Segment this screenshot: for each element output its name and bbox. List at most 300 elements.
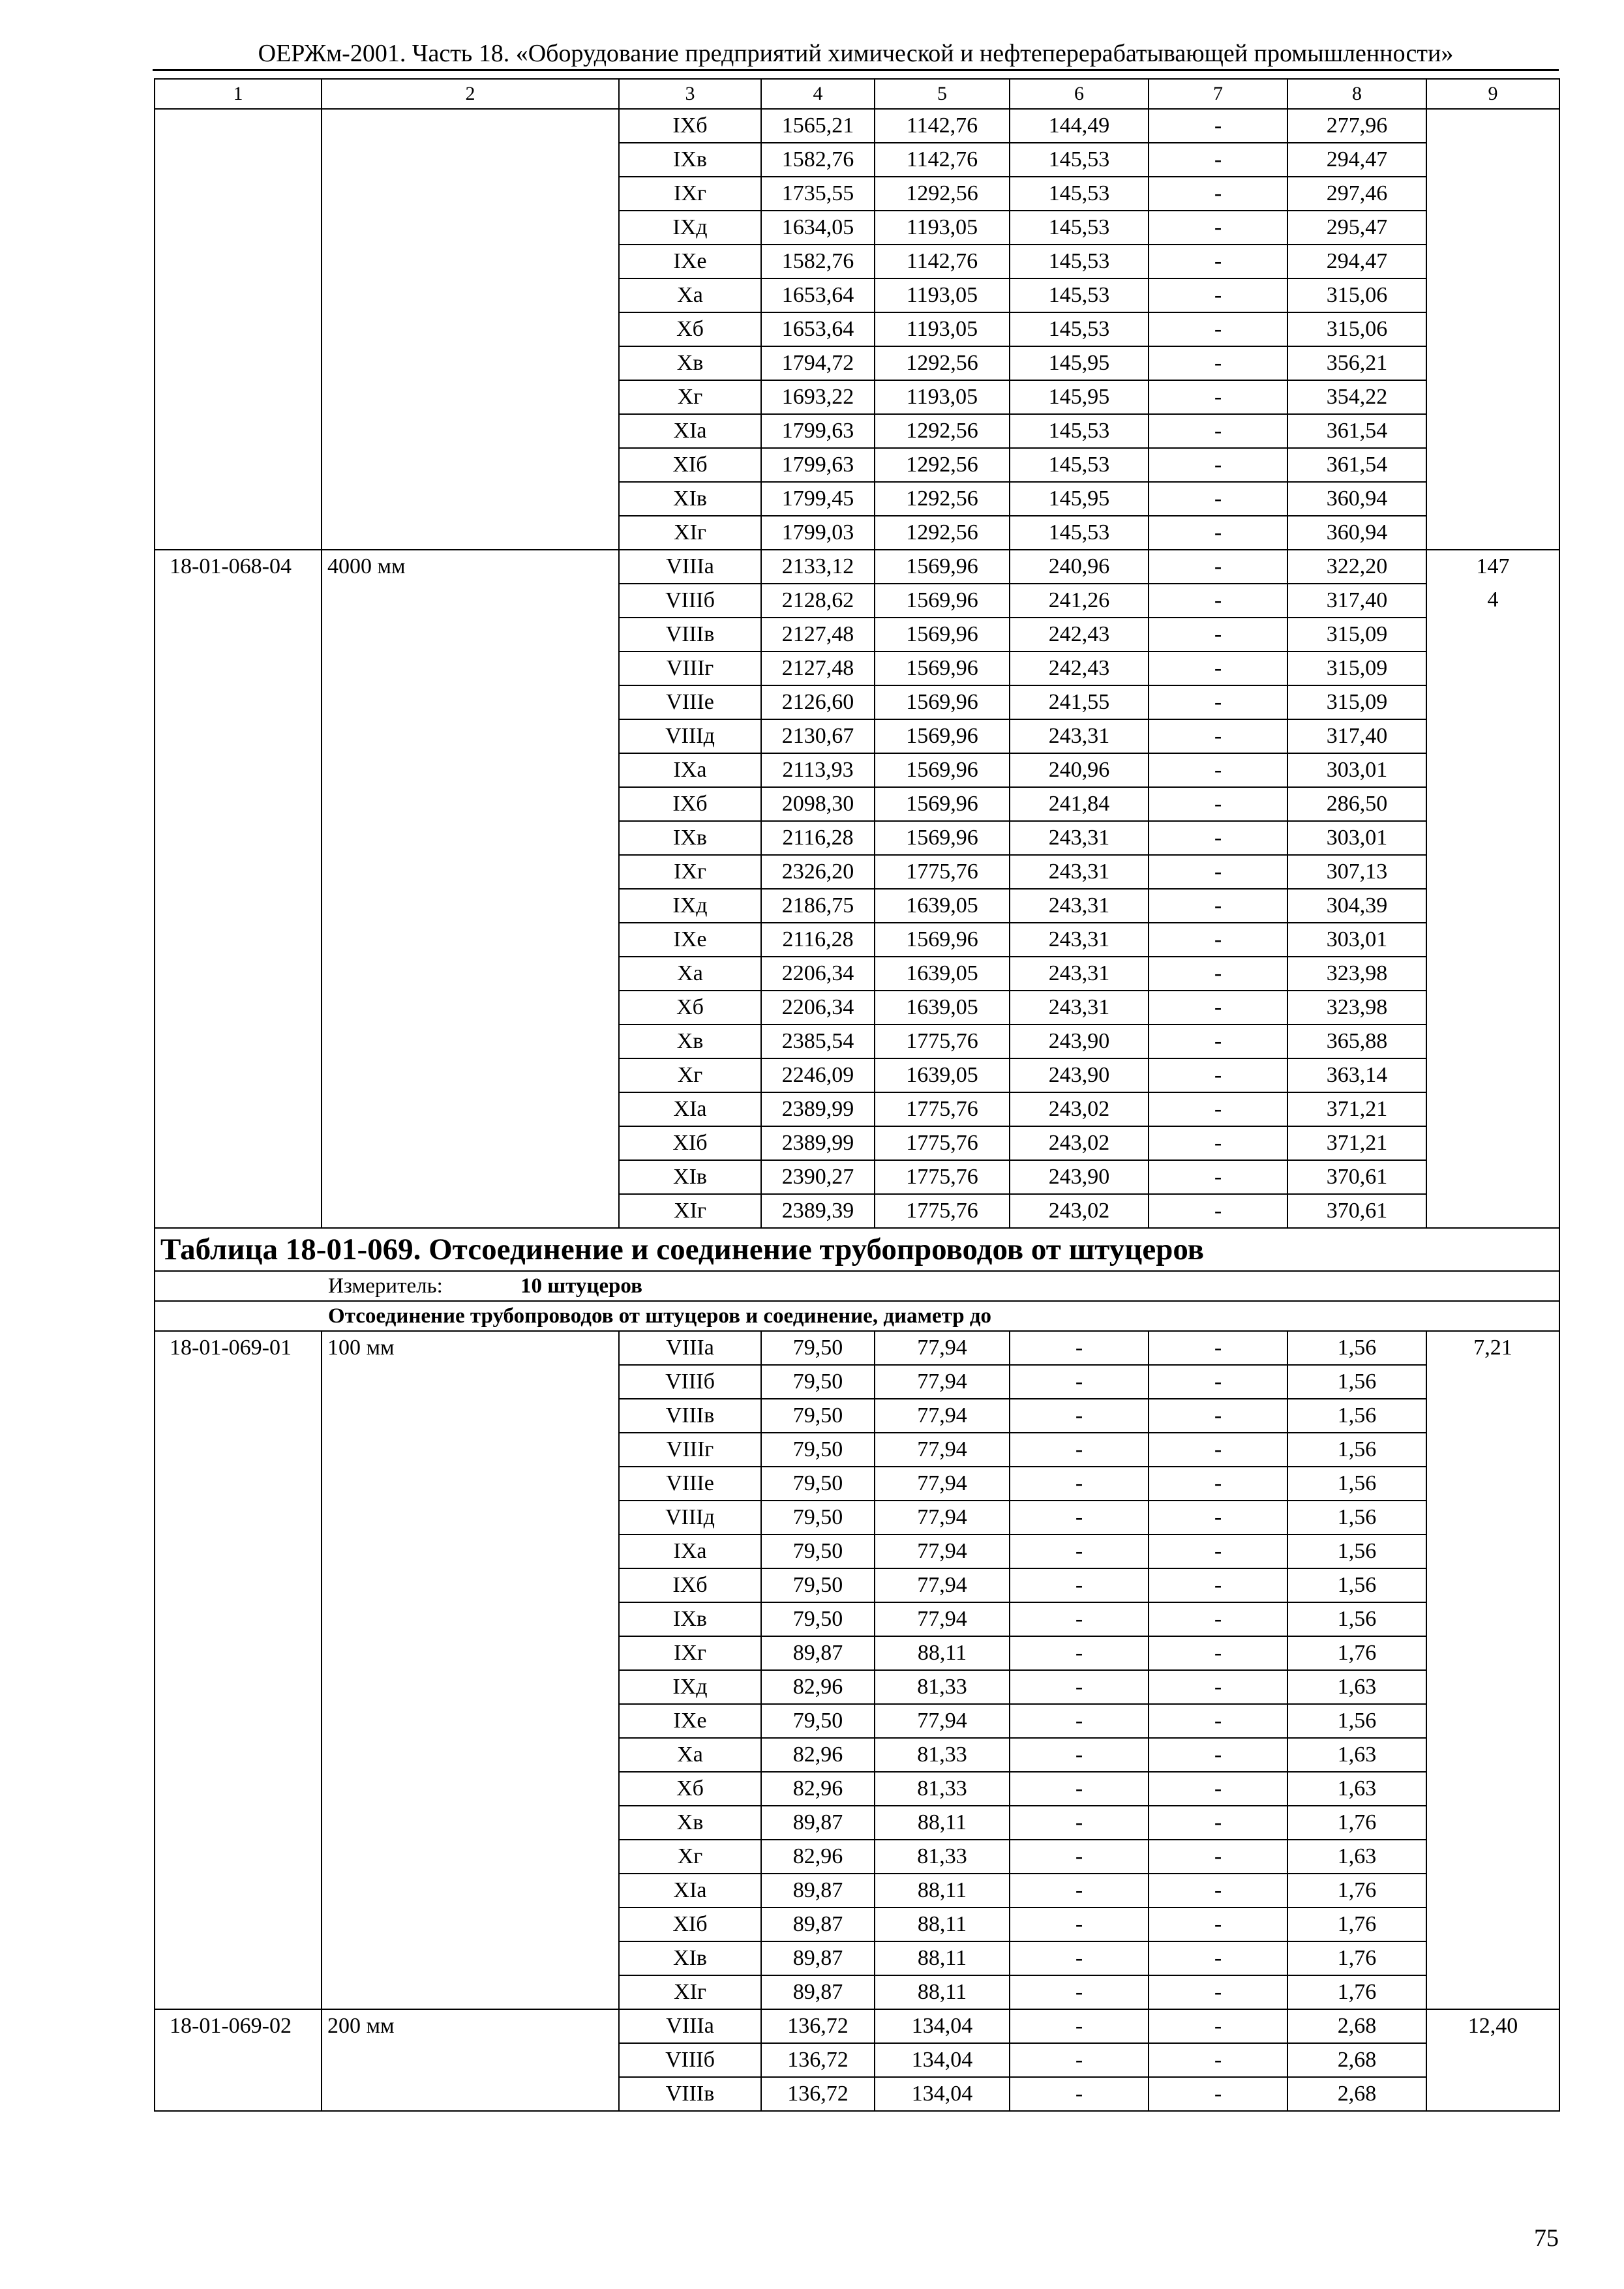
labor-cost-cell (1426, 109, 1559, 143)
materials-cell: 1,56 (1287, 1602, 1426, 1636)
zone-cell: VIIIв (619, 1399, 761, 1433)
norm-description-cell (322, 448, 619, 482)
total-cost-cell: 79,50 (761, 1467, 875, 1501)
machinist-wages-cell: - (1149, 618, 1287, 651)
total-cost-cell: 2128,62 (761, 584, 875, 618)
norm-code-cell (155, 278, 322, 312)
wages-cell: 1569,96 (875, 584, 1010, 618)
wages-cell: 77,94 (875, 1467, 1010, 1501)
total-cost-cell: 1582,76 (761, 245, 875, 278)
norm-description-cell (322, 1602, 619, 1636)
zone-cell: XIб (619, 1126, 761, 1160)
total-cost-cell: 2186,75 (761, 889, 875, 923)
zone-cell: IXе (619, 923, 761, 957)
materials-cell: 303,01 (1287, 753, 1426, 787)
total-cost-cell: 2206,34 (761, 957, 875, 991)
norm-code-cell (155, 2077, 322, 2111)
norm-code-cell (155, 1840, 322, 1874)
zone-cell: IXд (619, 211, 761, 245)
norm-code-cell (155, 1160, 322, 1194)
norm-code-cell (155, 991, 322, 1025)
norm-code-cell (155, 1636, 322, 1670)
machinist-wages-cell: - (1149, 346, 1287, 380)
machines-cell: - (1010, 1670, 1149, 1704)
machines-cell: 243,02 (1010, 1092, 1149, 1126)
table-row (155, 584, 1559, 618)
machinist-wages-cell: - (1149, 1738, 1287, 1772)
labor-cost-cell (1426, 1975, 1559, 2009)
labor-cost-cell (1426, 177, 1559, 211)
table-row (155, 821, 1559, 855)
wages-cell: 1193,05 (875, 312, 1010, 346)
materials-cell: 1,76 (1287, 1636, 1426, 1670)
materials-cell: 360,94 (1287, 482, 1426, 516)
labor-cost-cell (1426, 414, 1559, 448)
machines-cell: 243,31 (1010, 821, 1149, 855)
machinist-wages-cell: - (1149, 2077, 1287, 2111)
norm-code-cell (155, 1433, 322, 1467)
machinist-wages-cell: - (1149, 787, 1287, 821)
column-header: 9 (1426, 79, 1559, 109)
machines-cell: - (1010, 1467, 1149, 1501)
materials-cell: 1,76 (1287, 1806, 1426, 1840)
norm-description-cell (322, 957, 619, 991)
zone-cell: IXв (619, 1602, 761, 1636)
wages-cell: 1569,96 (875, 923, 1010, 957)
materials-cell: 1,63 (1287, 1738, 1426, 1772)
labor-cost-cell (1426, 991, 1559, 1025)
machinist-wages-cell: - (1149, 1806, 1287, 1840)
norm-description-cell (322, 685, 619, 719)
labor-cost-cell (1426, 1908, 1559, 1941)
labor-cost-cell (1426, 1160, 1559, 1194)
zone-cell: VIIIе (619, 685, 761, 719)
norm-code-cell (155, 584, 322, 618)
machinist-wages-cell: - (1149, 1331, 1287, 1365)
table-row (155, 1160, 1559, 1194)
materials-cell: 1,56 (1287, 1331, 1426, 1365)
table-row (155, 618, 1559, 651)
norm-code-cell (155, 109, 322, 143)
norm-description-cell (322, 889, 619, 923)
materials-cell: 286,50 (1287, 787, 1426, 821)
materials-cell: 315,09 (1287, 685, 1426, 719)
total-cost-cell: 79,50 (761, 1534, 875, 1568)
materials-cell: 1,56 (1287, 1433, 1426, 1467)
total-cost-cell: 2130,67 (761, 719, 875, 753)
norm-code-cell (155, 1975, 322, 2009)
table-row (155, 1501, 1559, 1534)
norm-description-cell (322, 1840, 619, 1874)
machines-cell: 144,49 (1010, 109, 1149, 143)
norm-code-cell (155, 1941, 322, 1975)
machines-cell: 243,31 (1010, 991, 1149, 1025)
norm-description-cell (322, 1772, 619, 1806)
labor-cost-cell (1426, 1941, 1559, 1975)
zone-cell: IXг (619, 177, 761, 211)
wages-cell: 77,94 (875, 1602, 1010, 1636)
machinist-wages-cell: - (1149, 482, 1287, 516)
machines-cell: 145,53 (1010, 177, 1149, 211)
header-rule (153, 69, 1559, 71)
machinist-wages-cell: - (1149, 1534, 1287, 1568)
norm-code-cell (155, 1806, 322, 1840)
machines-cell: 243,02 (1010, 1126, 1149, 1160)
norm-description-cell (322, 923, 619, 957)
materials-cell: 277,96 (1287, 109, 1426, 143)
machinist-wages-cell: - (1149, 1025, 1287, 1058)
machines-cell: 145,95 (1010, 380, 1149, 414)
materials-cell: 315,09 (1287, 618, 1426, 651)
total-cost-cell: 1799,63 (761, 414, 875, 448)
machinist-wages-cell: - (1149, 177, 1287, 211)
zone-cell: IXа (619, 1534, 761, 1568)
norm-description-cell (322, 1467, 619, 1501)
total-cost-cell: 2389,99 (761, 1092, 875, 1126)
labor-cost-cell (1426, 1874, 1559, 1908)
wages-cell: 88,11 (875, 1908, 1010, 1941)
wages-cell: 1193,05 (875, 380, 1010, 414)
labor-cost-cell (1426, 245, 1559, 278)
machines-cell: - (1010, 1602, 1149, 1636)
total-cost-cell: 2126,60 (761, 685, 875, 719)
materials-cell: 315,06 (1287, 312, 1426, 346)
machinist-wages-cell: - (1149, 1126, 1287, 1160)
norm-code-cell: 18-01-069-01 (155, 1331, 322, 1365)
zone-cell: XIг (619, 516, 761, 550)
labor-cost-cell: 4 (1426, 584, 1559, 618)
labor-cost-cell (1426, 821, 1559, 855)
total-cost-cell: 89,87 (761, 1806, 875, 1840)
zone-cell: VIIIд (619, 1501, 761, 1534)
table-row (155, 1534, 1559, 1568)
total-cost-cell: 1799,03 (761, 516, 875, 550)
total-cost-cell: 79,50 (761, 1568, 875, 1602)
total-cost-cell: 2127,48 (761, 618, 875, 651)
norm-description-cell (322, 787, 619, 821)
materials-cell: 1,63 (1287, 1840, 1426, 1874)
machinist-wages-cell: - (1149, 991, 1287, 1025)
zone-cell: VIIIг (619, 651, 761, 685)
machinist-wages-cell: - (1149, 1772, 1287, 1806)
wages-cell: 134,04 (875, 2043, 1010, 2077)
zone-cell: Xб (619, 312, 761, 346)
total-cost-cell: 2326,20 (761, 855, 875, 889)
labor-cost-cell (1426, 2077, 1559, 2111)
table-row (155, 1092, 1559, 1126)
norm-description-cell (322, 1534, 619, 1568)
total-cost-cell: 2098,30 (761, 787, 875, 821)
table-row (155, 1772, 1559, 1806)
norm-code-cell (155, 685, 322, 719)
zone-cell: IXе (619, 245, 761, 278)
table-title: Таблица 18-01-069. Отсоединение и соединение трубопроводов от штуцеров (155, 1228, 1559, 1271)
machines-cell: 241,26 (1010, 584, 1149, 618)
total-cost-cell: 1693,22 (761, 380, 875, 414)
wages-cell: 1775,76 (875, 855, 1010, 889)
machines-cell: 145,95 (1010, 482, 1149, 516)
zone-cell: VIIIв (619, 618, 761, 651)
machines-cell: 243,31 (1010, 889, 1149, 923)
total-cost-cell: 2116,28 (761, 821, 875, 855)
norm-code-cell: 18-01-069-02 (155, 2009, 322, 2043)
table-row (155, 685, 1559, 719)
labor-cost-cell (1426, 957, 1559, 991)
zone-cell: XIг (619, 1194, 761, 1228)
materials-cell: 370,61 (1287, 1194, 1426, 1228)
labor-cost-cell (1426, 1602, 1559, 1636)
norm-code-cell (155, 1365, 322, 1399)
table-row (155, 211, 1559, 245)
norm-description-cell (322, 1399, 619, 1433)
wages-cell: 1775,76 (875, 1126, 1010, 1160)
table-row (155, 448, 1559, 482)
norm-description-cell (322, 346, 619, 380)
table-row (155, 1602, 1559, 1636)
machines-cell: 243,31 (1010, 719, 1149, 753)
machines-cell: 243,31 (1010, 957, 1149, 991)
norm-code-cell (155, 1568, 322, 1602)
zone-cell: XIб (619, 1908, 761, 1941)
total-cost-cell: 2385,54 (761, 1025, 875, 1058)
zone-cell: Xб (619, 991, 761, 1025)
zone-cell: VIIIб (619, 584, 761, 618)
materials-cell: 297,46 (1287, 177, 1426, 211)
table-row (155, 719, 1559, 753)
table-row (155, 787, 1559, 821)
materials-cell: 1,56 (1287, 1399, 1426, 1433)
machines-cell: 145,53 (1010, 245, 1149, 278)
rates-table (154, 78, 1560, 2112)
wages-cell: 1775,76 (875, 1092, 1010, 1126)
zone-cell: XIа (619, 414, 761, 448)
zone-cell: XIб (619, 448, 761, 482)
materials-cell: 1,63 (1287, 1772, 1426, 1806)
machines-cell: - (1010, 1568, 1149, 1602)
machines-cell: - (1010, 1501, 1149, 1534)
materials-cell: 315,09 (1287, 651, 1426, 685)
norm-code-cell (155, 1467, 322, 1501)
norm-description-cell (322, 1636, 619, 1670)
norm-code-cell (155, 1670, 322, 1704)
materials-cell: 1,56 (1287, 1365, 1426, 1399)
labor-cost-cell (1426, 482, 1559, 516)
machinist-wages-cell: - (1149, 448, 1287, 482)
measure-value: 10 штуцеров (520, 1274, 642, 1298)
table-row (155, 516, 1559, 550)
total-cost-cell: 2390,27 (761, 1160, 875, 1194)
column-header: 2 (322, 79, 619, 109)
norm-description-cell (322, 1704, 619, 1738)
table-row (155, 109, 1559, 143)
machines-cell: - (1010, 1941, 1149, 1975)
total-cost-cell: 2246,09 (761, 1058, 875, 1092)
wages-cell: 77,94 (875, 1399, 1010, 1433)
table-row (155, 1433, 1559, 1467)
machinist-wages-cell: - (1149, 1670, 1287, 1704)
wages-cell: 77,94 (875, 1704, 1010, 1738)
materials-cell: 1,56 (1287, 1568, 1426, 1602)
zone-cell: XIа (619, 1092, 761, 1126)
labor-cost-cell (1426, 753, 1559, 787)
machines-cell: 241,84 (1010, 787, 1149, 821)
wages-cell: 1142,76 (875, 143, 1010, 177)
machines-cell: 145,53 (1010, 312, 1149, 346)
machines-cell: 145,53 (1010, 278, 1149, 312)
total-cost-cell: 2206,34 (761, 991, 875, 1025)
total-cost-cell: 89,87 (761, 1941, 875, 1975)
norm-code-cell (155, 482, 322, 516)
zone-cell: IXб (619, 787, 761, 821)
wages-cell: 1639,05 (875, 889, 1010, 923)
norm-code-cell (155, 923, 322, 957)
norm-description-cell (322, 821, 619, 855)
total-cost-cell: 2116,28 (761, 923, 875, 957)
norm-description-cell (322, 1568, 619, 1602)
norm-description-cell (322, 1874, 619, 1908)
machines-cell: - (1010, 1874, 1149, 1908)
norm-code-cell (155, 618, 322, 651)
zone-cell: XIв (619, 482, 761, 516)
machinist-wages-cell: - (1149, 2043, 1287, 2077)
table-row (155, 1704, 1559, 1738)
section-row (155, 1301, 1559, 1331)
zone-cell: Xг (619, 1840, 761, 1874)
table-row (155, 312, 1559, 346)
machinist-wages-cell: - (1149, 143, 1287, 177)
total-cost-cell: 79,50 (761, 1704, 875, 1738)
machinist-wages-cell: - (1149, 821, 1287, 855)
materials-cell: 365,88 (1287, 1025, 1426, 1058)
norm-code-cell (155, 1501, 322, 1534)
zone-cell: IXв (619, 143, 761, 177)
norm-code-cell (155, 889, 322, 923)
norm-description-cell (322, 109, 619, 143)
total-cost-cell: 79,50 (761, 1433, 875, 1467)
materials-cell: 307,13 (1287, 855, 1426, 889)
machines-cell: - (1010, 1738, 1149, 1772)
wages-cell: 1639,05 (875, 991, 1010, 1025)
norm-description-cell (322, 516, 619, 550)
wages-cell: 77,94 (875, 1331, 1010, 1365)
norm-description-cell: 200 мм (322, 2009, 619, 2043)
zone-cell: Xб (619, 1772, 761, 1806)
wages-cell: 1775,76 (875, 1194, 1010, 1228)
materials-cell: 317,40 (1287, 584, 1426, 618)
labor-cost-cell (1426, 1058, 1559, 1092)
zone-cell: XIг (619, 1975, 761, 2009)
table-row (155, 1365, 1559, 1399)
wages-cell: 1292,56 (875, 448, 1010, 482)
total-cost-cell: 1634,05 (761, 211, 875, 245)
machines-cell: 242,43 (1010, 618, 1149, 651)
norm-description-cell (322, 1058, 619, 1092)
materials-cell: 304,39 (1287, 889, 1426, 923)
machines-cell: - (1010, 1636, 1149, 1670)
wages-cell: 1569,96 (875, 821, 1010, 855)
materials-cell: 360,94 (1287, 516, 1426, 550)
norm-code-cell (155, 1704, 322, 1738)
labor-cost-cell (1426, 1433, 1559, 1467)
labor-cost-cell (1426, 1467, 1559, 1501)
column-header: 3 (619, 79, 761, 109)
table-title-row (155, 1228, 1559, 1271)
machinist-wages-cell: - (1149, 1874, 1287, 1908)
materials-cell: 323,98 (1287, 991, 1426, 1025)
norm-description-cell (322, 1365, 619, 1399)
norm-code-cell (155, 787, 322, 821)
machines-cell: 242,43 (1010, 651, 1149, 685)
materials-cell: 1,76 (1287, 1975, 1426, 2009)
labor-cost-cell (1426, 1704, 1559, 1738)
labor-cost-cell (1426, 1840, 1559, 1874)
norm-code-cell (155, 821, 322, 855)
machines-cell: - (1010, 2077, 1149, 2111)
wages-cell: 77,94 (875, 1534, 1010, 1568)
norm-description-cell (322, 1941, 619, 1975)
machinist-wages-cell: - (1149, 211, 1287, 245)
machines-cell: - (1010, 1365, 1149, 1399)
labor-cost-cell (1426, 1534, 1559, 1568)
labor-cost-cell (1426, 380, 1559, 414)
rates-table-frame (154, 78, 1559, 2112)
materials-cell: 356,21 (1287, 346, 1426, 380)
table-row (155, 414, 1559, 448)
wages-cell: 77,94 (875, 1433, 1010, 1467)
table-row (155, 1874, 1559, 1908)
zone-cell: XIа (619, 1874, 761, 1908)
total-cost-cell: 2127,48 (761, 651, 875, 685)
zone-cell: IXб (619, 1568, 761, 1602)
norm-code-cell (155, 753, 322, 787)
labor-cost-cell (1426, 211, 1559, 245)
zone-cell: VIIIб (619, 1365, 761, 1399)
total-cost-cell: 82,96 (761, 1840, 875, 1874)
materials-cell: 323,98 (1287, 957, 1426, 991)
wages-cell: 1639,05 (875, 957, 1010, 991)
materials-cell: 371,21 (1287, 1126, 1426, 1160)
wages-cell: 1569,96 (875, 550, 1010, 584)
total-cost-cell: 82,96 (761, 1738, 875, 1772)
total-cost-cell: 89,87 (761, 1636, 875, 1670)
norm-description-cell (322, 618, 619, 651)
zone-cell: Xг (619, 1058, 761, 1092)
zone-cell: Xв (619, 1806, 761, 1840)
wages-cell: 1569,96 (875, 685, 1010, 719)
materials-cell: 1,63 (1287, 1670, 1426, 1704)
wages-cell: 88,11 (875, 1975, 1010, 2009)
machinist-wages-cell: - (1149, 753, 1287, 787)
zone-cell: Xв (619, 1025, 761, 1058)
wages-cell: 1193,05 (875, 278, 1010, 312)
machines-cell: - (1010, 1399, 1149, 1433)
machines-cell: 243,31 (1010, 855, 1149, 889)
labor-cost-cell: 12,40 (1426, 2009, 1559, 2043)
zone-cell: VIIIа (619, 1331, 761, 1365)
wages-cell: 1292,56 (875, 482, 1010, 516)
norm-code-cell (155, 1738, 322, 1772)
measure-cell (155, 1271, 1559, 1301)
machinist-wages-cell: - (1149, 516, 1287, 550)
norm-code-cell (155, 2043, 322, 2077)
labor-cost-cell (1426, 1806, 1559, 1840)
table-row (155, 855, 1559, 889)
machinist-wages-cell: - (1149, 245, 1287, 278)
zone-cell: IXд (619, 1670, 761, 1704)
machinist-wages-cell: - (1149, 109, 1287, 143)
labor-cost-cell (1426, 685, 1559, 719)
machinist-wages-cell: - (1149, 957, 1287, 991)
